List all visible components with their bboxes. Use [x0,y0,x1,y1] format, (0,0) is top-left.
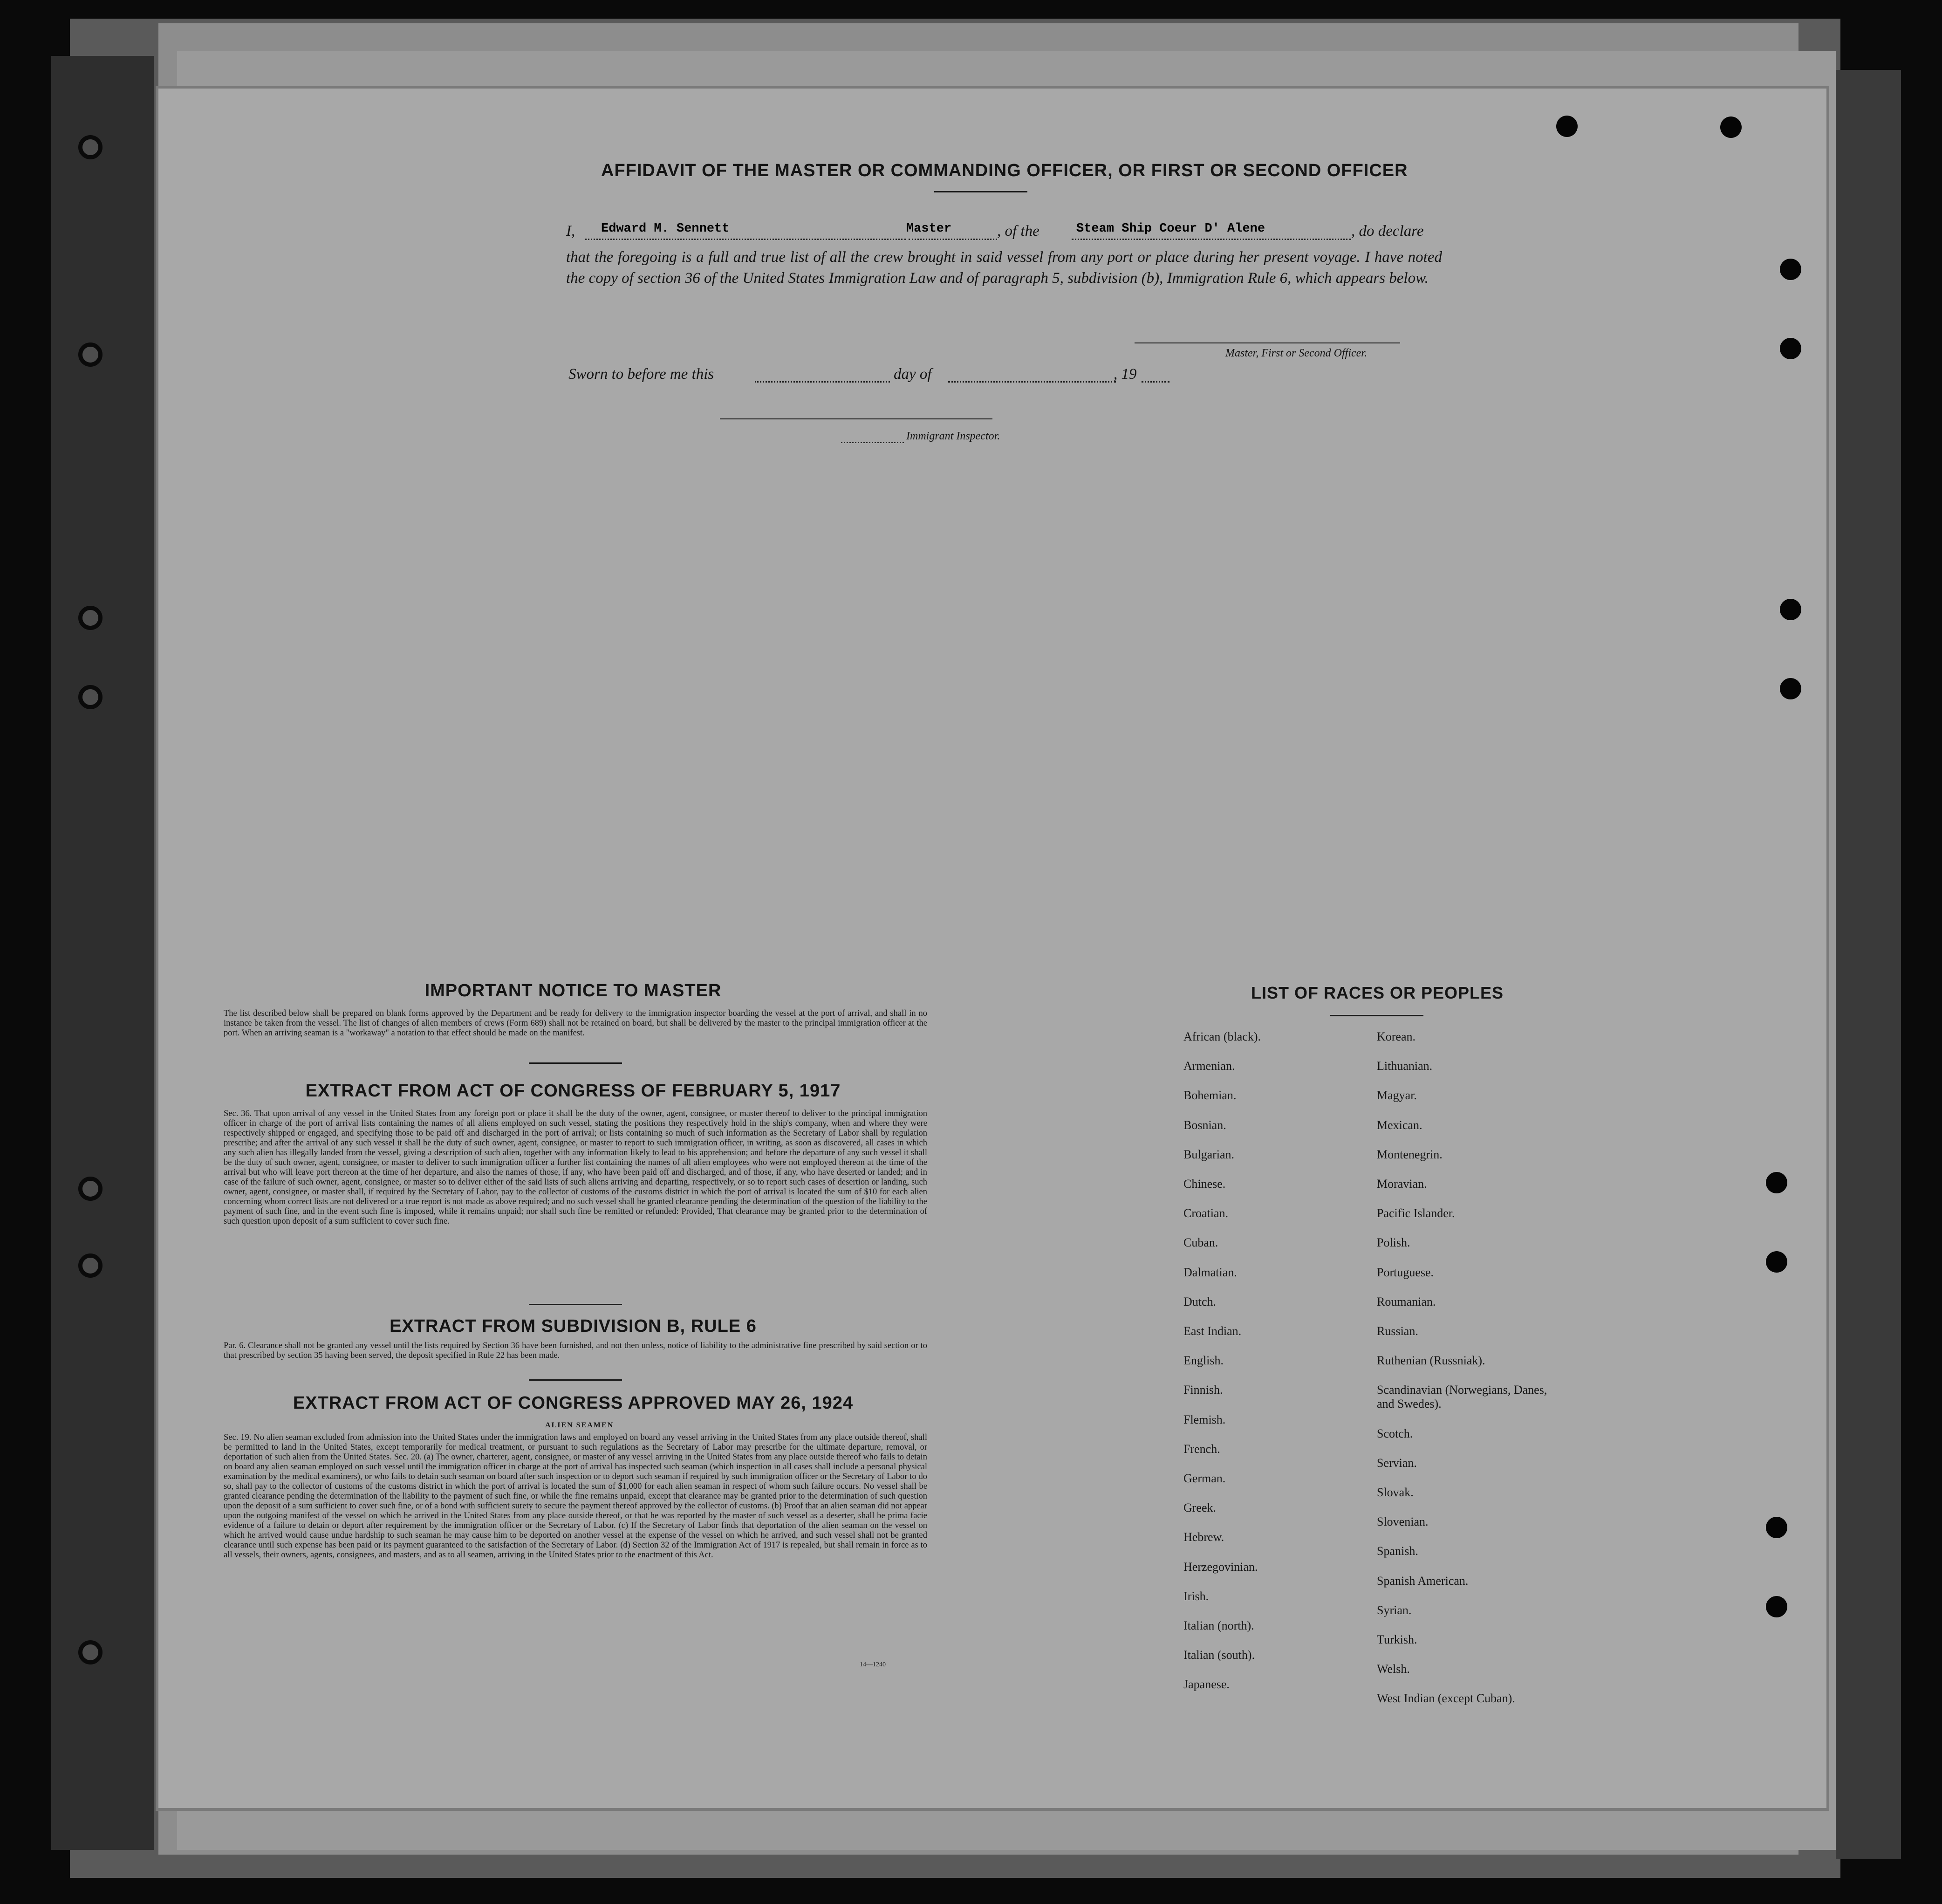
sworn-month-field[interactable] [948,367,1116,383]
binding-hole-icon [78,135,103,159]
race-item: Polish. [1377,1236,1410,1250]
race-item: Flemish. [1183,1412,1226,1426]
race-item: Slovak. [1377,1486,1414,1499]
punch-hole-icon [1766,1172,1787,1193]
race-item: Greek. [1183,1501,1217,1515]
race-item: Hebrew. [1183,1530,1224,1544]
race-item: German. [1183,1472,1226,1485]
sworn-year-field[interactable] [1142,367,1169,383]
title-rule [934,191,1027,192]
race-item: East Indian. [1183,1324,1242,1338]
punch-hole-icon [1780,599,1801,620]
race-item: Mexican. [1377,1118,1422,1132]
race-item: Moravian. [1377,1177,1427,1191]
binding-hole-icon [78,342,103,367]
affidavit-of-the: , of the [997,223,1039,240]
race-item: Bohemian. [1183,1089,1237,1103]
race-item: Herzegovinian. [1183,1560,1258,1574]
rank-value: Master [906,222,952,236]
section-rule [529,1379,622,1381]
race-item: Korean. [1377,1030,1416,1043]
affidavit-body: that the foregoing is a full and true list of all the crew brought in said vessel from any port or place during her present voyage. I have noted the copy of section 36 of the United States Immigration Law and of paragraph 5, subdivision (b), Immigration Rule 6, which appears below. [566,249,1442,287]
vessel-field[interactable] [1072,222,1351,240]
notice-heading: IMPORTANT NOTICE TO MASTER [424,981,722,1000]
race-item: Bulgarian. [1183,1147,1235,1161]
punch-hole-icon [1766,1596,1787,1617]
race-item: Chinese. [1183,1177,1226,1191]
day-of: day of [894,366,932,383]
right-page-edge [1836,70,1901,1859]
race-item: Magyar. [1377,1089,1417,1103]
inspector-field[interactable] [841,429,904,443]
binding-strip [51,56,154,1850]
punch-hole-icon [1556,116,1578,137]
race-item: French. [1183,1442,1220,1456]
race-item: Montenegrin. [1377,1147,1443,1161]
affidavit-i: I, [566,223,575,240]
extract-rule6-heading: EXTRACT FROM SUBDIVISION B, RULE 6 [390,1316,757,1336]
races-heading: LIST OF RACES OR PEOPLES [1251,983,1504,1002]
race-item: Syrian. [1377,1603,1412,1617]
race-item: Dalmatian. [1183,1265,1237,1279]
punch-hole-icon [1720,116,1742,138]
race-item: Roumanian. [1377,1294,1436,1308]
notice-body: The list described below shall be prepared on blank forms approved by the Department and be ready for delivery to the immigration inspector boarding the vessel at the port of arrival, and shall in no instance be taken from the vessel. The list of changes of alien members of crews (Form 689) shall not be retained on board, but shall be delivered by the master to the principal immigration officer at the port. When an arriving seaman is a "workaway" a notation to that effect should be made on the manifest. [224,1009,927,1038]
race-item: Finnish. [1183,1383,1223,1397]
alien-seamen-subheading: ALIEN SEAMEN [545,1421,614,1429]
race-item: Armenian. [1183,1059,1235,1073]
race-item: Scotch. [1377,1426,1413,1440]
races-rule [1330,1015,1423,1016]
race-item: Ruthenian (Russniak). [1377,1354,1485,1368]
form-number: 14—1240 [860,1661,886,1668]
binding-hole-icon [78,1253,103,1278]
rank-field[interactable] [906,222,997,240]
race-item: Portuguese. [1377,1265,1434,1279]
race-item: Dutch. [1183,1294,1217,1308]
race-item: Turkish. [1377,1633,1417,1646]
race-item: Slovenian. [1377,1515,1429,1529]
master-signature-line[interactable] [1135,342,1400,343]
binding-hole-icon [78,1177,103,1201]
section-rule [529,1304,622,1305]
race-item: Italian (north). [1183,1619,1254,1632]
punch-hole-icon [1766,1251,1787,1273]
race-item: Welsh. [1377,1662,1410,1676]
race-item: Spanish. [1377,1544,1418,1558]
extract-1924-body: Sec. 19. No alien seaman excluded from admission into the United States under the immigration laws and employed on board any vessel arriving in the United States from any place outside thereof, shall be permitted to land in the United States, except temporarily for medical treatment, or pursuant to such regulations as the Secretary of Labor may prescribe for the ultimate departure, removal, or deportation of such alien from the United States. Sec. 20. (a) The owner, charterer, agent, consignee, or master of any vessel arriving in the United States from any place outside thereof who fails to detain on board any alien seaman employed on such vessel until the immigration officer in charge at the port of arrival has inspected such seaman (which inspection in all cases shall include a personal physical examination by the medical examiners), or who fails to detain such seaman on board after such inspection or to deport such seaman if required by such immigration officer or the Secretary of Labor to do so, shall pay to the collector of customs of the customs district in which the port of arrival is located the sum of $1,000 for each alien seaman in respect of whom such failure occurs. No vessel shall be granted clearance pending the determination of the liability to the payment of such fine, or while the fine remains unpaid, except that clearance may be granted prior to the determination of such question upon the deposit of a sum sufficient to cover such fine, or of a bond with sufficient surety to secure the payment thereof approved by the collector of customs. (b) Proof that an alien seaman did not appear upon the outgoing manifest of the vessel on which he arrived in the United States from any place outside thereof, or that he was reported by the master of such vessel as a deserter, shall be prima facie evidence of a failure to detain or deport after requirement by the immigration officer or the Secretary of Labor. (c) If the Secretary of Labor finds that deportation of the alien seaman on the vessel on which he arrived would cause undue hardship to such seaman he may cause him to be deported on another vessel at the expense of the vessel on which he arrived, and such vessel shall not be granted clearance until such expense has been paid or its payment guaranteed to the satisfaction of the Secretary of Labor. (d) Section 32 of the Immigration Act of 1917 is repealed, but shall remain in force as to all vessels, their owners, agents, consignees, and masters, and as to all seamen, arriving in the United States prior to the enactment of this Act. [224,1433,927,1560]
race-item: Irish. [1183,1589,1209,1603]
race-item: Japanese. [1183,1678,1230,1692]
race-item: Bosnian. [1183,1118,1226,1132]
year-prefix: , 19 [1114,366,1137,383]
sworn-prefix: Sworn to before me this [568,366,714,383]
race-item: Spanish American. [1377,1574,1469,1588]
punch-hole-icon [1766,1517,1787,1538]
race-item: Servian. [1377,1456,1417,1470]
race-item: Italian (south). [1183,1648,1255,1662]
race-item: Russian. [1377,1324,1418,1338]
name-value: Edward M. Sennett [601,222,730,236]
extract-1917-heading: EXTRACT FROM ACT OF CONGRESS OF FEBRUARY 5, 1917 [305,1081,841,1101]
affidavit-do-declare: , do declare [1351,223,1424,240]
inspector-label: Immigrant Inspector. [906,430,1000,442]
race-item: Croatian. [1183,1206,1229,1220]
section-rule [529,1062,622,1064]
sworn-day-field[interactable] [755,367,890,383]
punch-hole-icon [1780,678,1801,699]
race-item: English. [1183,1354,1224,1368]
binding-hole-icon [78,685,103,709]
inspector-signature-line[interactable] [720,418,992,419]
master-signature-label: Master, First or Second Officer. [1225,347,1367,359]
punch-hole-icon [1780,259,1801,280]
binding-hole-icon [78,1640,103,1664]
binding-hole-icon [78,606,103,630]
race-item: Pacific Islander. [1377,1206,1455,1220]
extract-1924-heading: EXTRACT FROM ACT OF CONGRESS APPROVED MAY 26, 1924 [293,1393,854,1413]
affidavit-title: AFFIDAVIT OF THE MASTER OR COMMANDING OFFICER, OR FIRST OR SECOND OFFICER [601,161,1408,180]
vessel-value: Steam Ship Coeur D' Alene [1076,222,1265,236]
punch-hole-icon [1780,338,1801,359]
race-item: Scandinavian (Norwegians, Danes, and Swedes). [1377,1383,1547,1411]
race-item: Cuban. [1183,1236,1218,1250]
race-item: West Indian (except Cuban). [1377,1692,1515,1705]
extract-1917-body: Sec. 36. That upon arrival of any vessel in the United States from any foreign port or place it shall be the duty of the owner, agent, consignee, or master thereof to deliver to the principal immigration officer in charge of the port of arrival lists containing the names of all aliens employed on such vessel, stating the positions they respectively hold in the ship's company, when and where they were respectively shipped or engaged, and specifying those to be paid off and discharged in the port of arrival; or lists containing so much of such information as the Secretary of Labor shall by regulation prescribe; and after the arrival of any such vessel it shall be the duty of such owner, agent, consignee, or master to report to such immigration officer, in writing, as soon as discovered, all cases in which any such alien has illegally landed from the vessel, giving a description of such alien, together with any information likely to lead to his apprehension; and before the departure of any such vessel it shall be the duty of such owner, agent, consignee, or master to deliver to such immigration officer a further list containing the names of all alien employees who were not employed thereon at the time of the arrival but who will leave port thereon at the time of her departure, and also the names of those, if any, who have been paid off and discharged, and of those, if any, who have deserted or landed; and in case of the failure of such owner, agent, consignee, or master so to deliver either of the said lists of such aliens arriving and departing, respectively, or so to report such cases of desertion or landing, such owner, agent, consignee, or master shall, if required by the Secretary of Labor, pay to the collector of customs of the customs district in which the port of arrival is located the sum of $10 for each alien concerning whom correct lists are not delivered or a true report is not made as above required; and no such vessel shall be granted clearance pending the determination of the question of the liability to the payment of such fine, and in the event such fine is imposed, while it remains unpaid; nor shall such fine be remitted or refunded: Provided, That clearance may be granted prior to the determination of such question upon deposit of a sum sufficient to cover such fine. [224,1109,927,1226]
extract-rule6-body: Par. 6. Clearance shall not be granted any vessel until the lists required by Section 36 have been furnished, and not then unless, notice of liability to the administrative fine prescribed by said section or to that prescribed by section 35 having been served, the deposit specified in Rule 22 has been made. [224,1341,927,1360]
race-item: African (black). [1183,1030,1261,1043]
name-field[interactable] [585,222,906,240]
race-item: Lithuanian. [1377,1059,1433,1073]
